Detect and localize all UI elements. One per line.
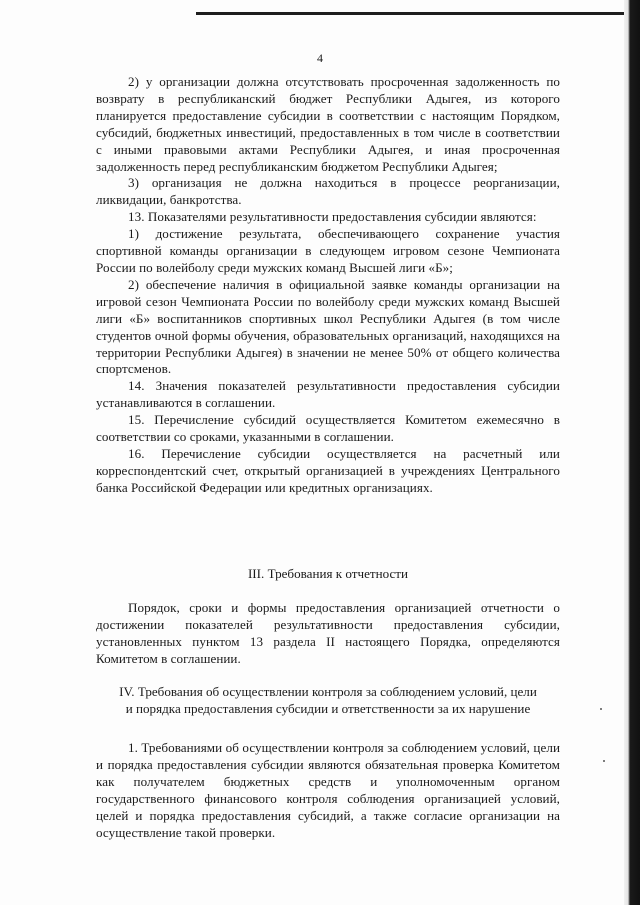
scan-edge-right xyxy=(624,0,640,905)
section-4-heading-line-2: и порядка предоставления субсидии и ответственности за их нарушение xyxy=(125,701,531,716)
paragraph-13-1: 1) достижение результата, обеспечивающего сохранение участия спортивной команды организации в следующем игровом сезоне Чемпионата России по волейболу среди мужских команд Высшей лиги «Б»; xyxy=(96,226,560,275)
paragraph-13-2: 2) обеспечение наличия в официальной заявке команды организации на игровой сезон Чемпионата России по волейболу среди мужских команд Высшей лиги «Б» воспитанников спортивных школ Республики Адыгея (в том числе студентов очной формы обучения, образовательных организаций, находящихся на территории Республики Адыгея) в значении не менее 50% от общего количества спортсменов. xyxy=(96,276,560,377)
paragraph-13: 13. Показателями результативности предоставления субсидии являются: xyxy=(128,209,537,225)
paragraph-item-3: 3) организация не должна находиться в процессе реорганизации, ликвидации, банкротства. xyxy=(96,175,560,208)
paragraph-15: 15. Перечисление субсидий осуществляется Комитетом ежемесячно в соответствии со сроками, указанными в соглашении. xyxy=(96,412,560,445)
section-4-body xyxy=(96,740,560,841)
section-3-paragraph: Порядок, сроки и формы предоставления организацией отчетности о достижении показателей результативности предоставления субсидии, установленных пунктом 13 раздела II настоящего Порядка, определяются Комитетом в соглашении. xyxy=(96,600,560,666)
section-4-paragraph-1: 1. Требованиями об осуществлении контроля за соблюдением условий, цели и порядка предоставления субсидии являются обязательная проверка Комитетом как получателем бюджетных средств и уполномоченным органом государственного финансового контроля соблюдения организацией условий, целей и порядка предоставления субсидий, а также согласие организации на осуществление такой проверки. xyxy=(96,740,560,840)
paragraph-item-2: 2) у организации должна отсутствовать просроченная задолженность по возврату в республиканский бюджет Республики Адыгея, из которого планируется предоставление субсидии в соответствии с настоящим Порядком, субсидий, бюджетных инвестиций, предоставленных в том числе в соответствии с иными правовыми актами Республики Адыгея, и иная просроченная задолженность перед республиканским бюджетом Республики Адыгея; xyxy=(96,74,560,174)
section-4-heading xyxy=(96,683,560,717)
section-2-continuation xyxy=(96,74,560,497)
scan-speck xyxy=(603,760,605,762)
section-3-heading: III. Требования к отчетности xyxy=(247,566,409,581)
paragraph-14: 14. Значения показателей результативности предоставления субсидии устанавливаются в соглашении. xyxy=(96,378,560,411)
paragraph-16: 16. Перечисление субсидии осуществляется на расчетный или корреспондентский счет, открытый организацией в учреждениях Центрального банка Российской Федерации или кредитных организациях. xyxy=(96,445,560,495)
scan-speck xyxy=(600,708,602,710)
section-4-heading-line-1: IV. Требования об осуществлении контроля за соблюдением условий, цели xyxy=(119,684,537,699)
scan-edge-top xyxy=(196,12,640,15)
section-3-body xyxy=(96,600,560,668)
page-number: 4 xyxy=(317,51,323,65)
